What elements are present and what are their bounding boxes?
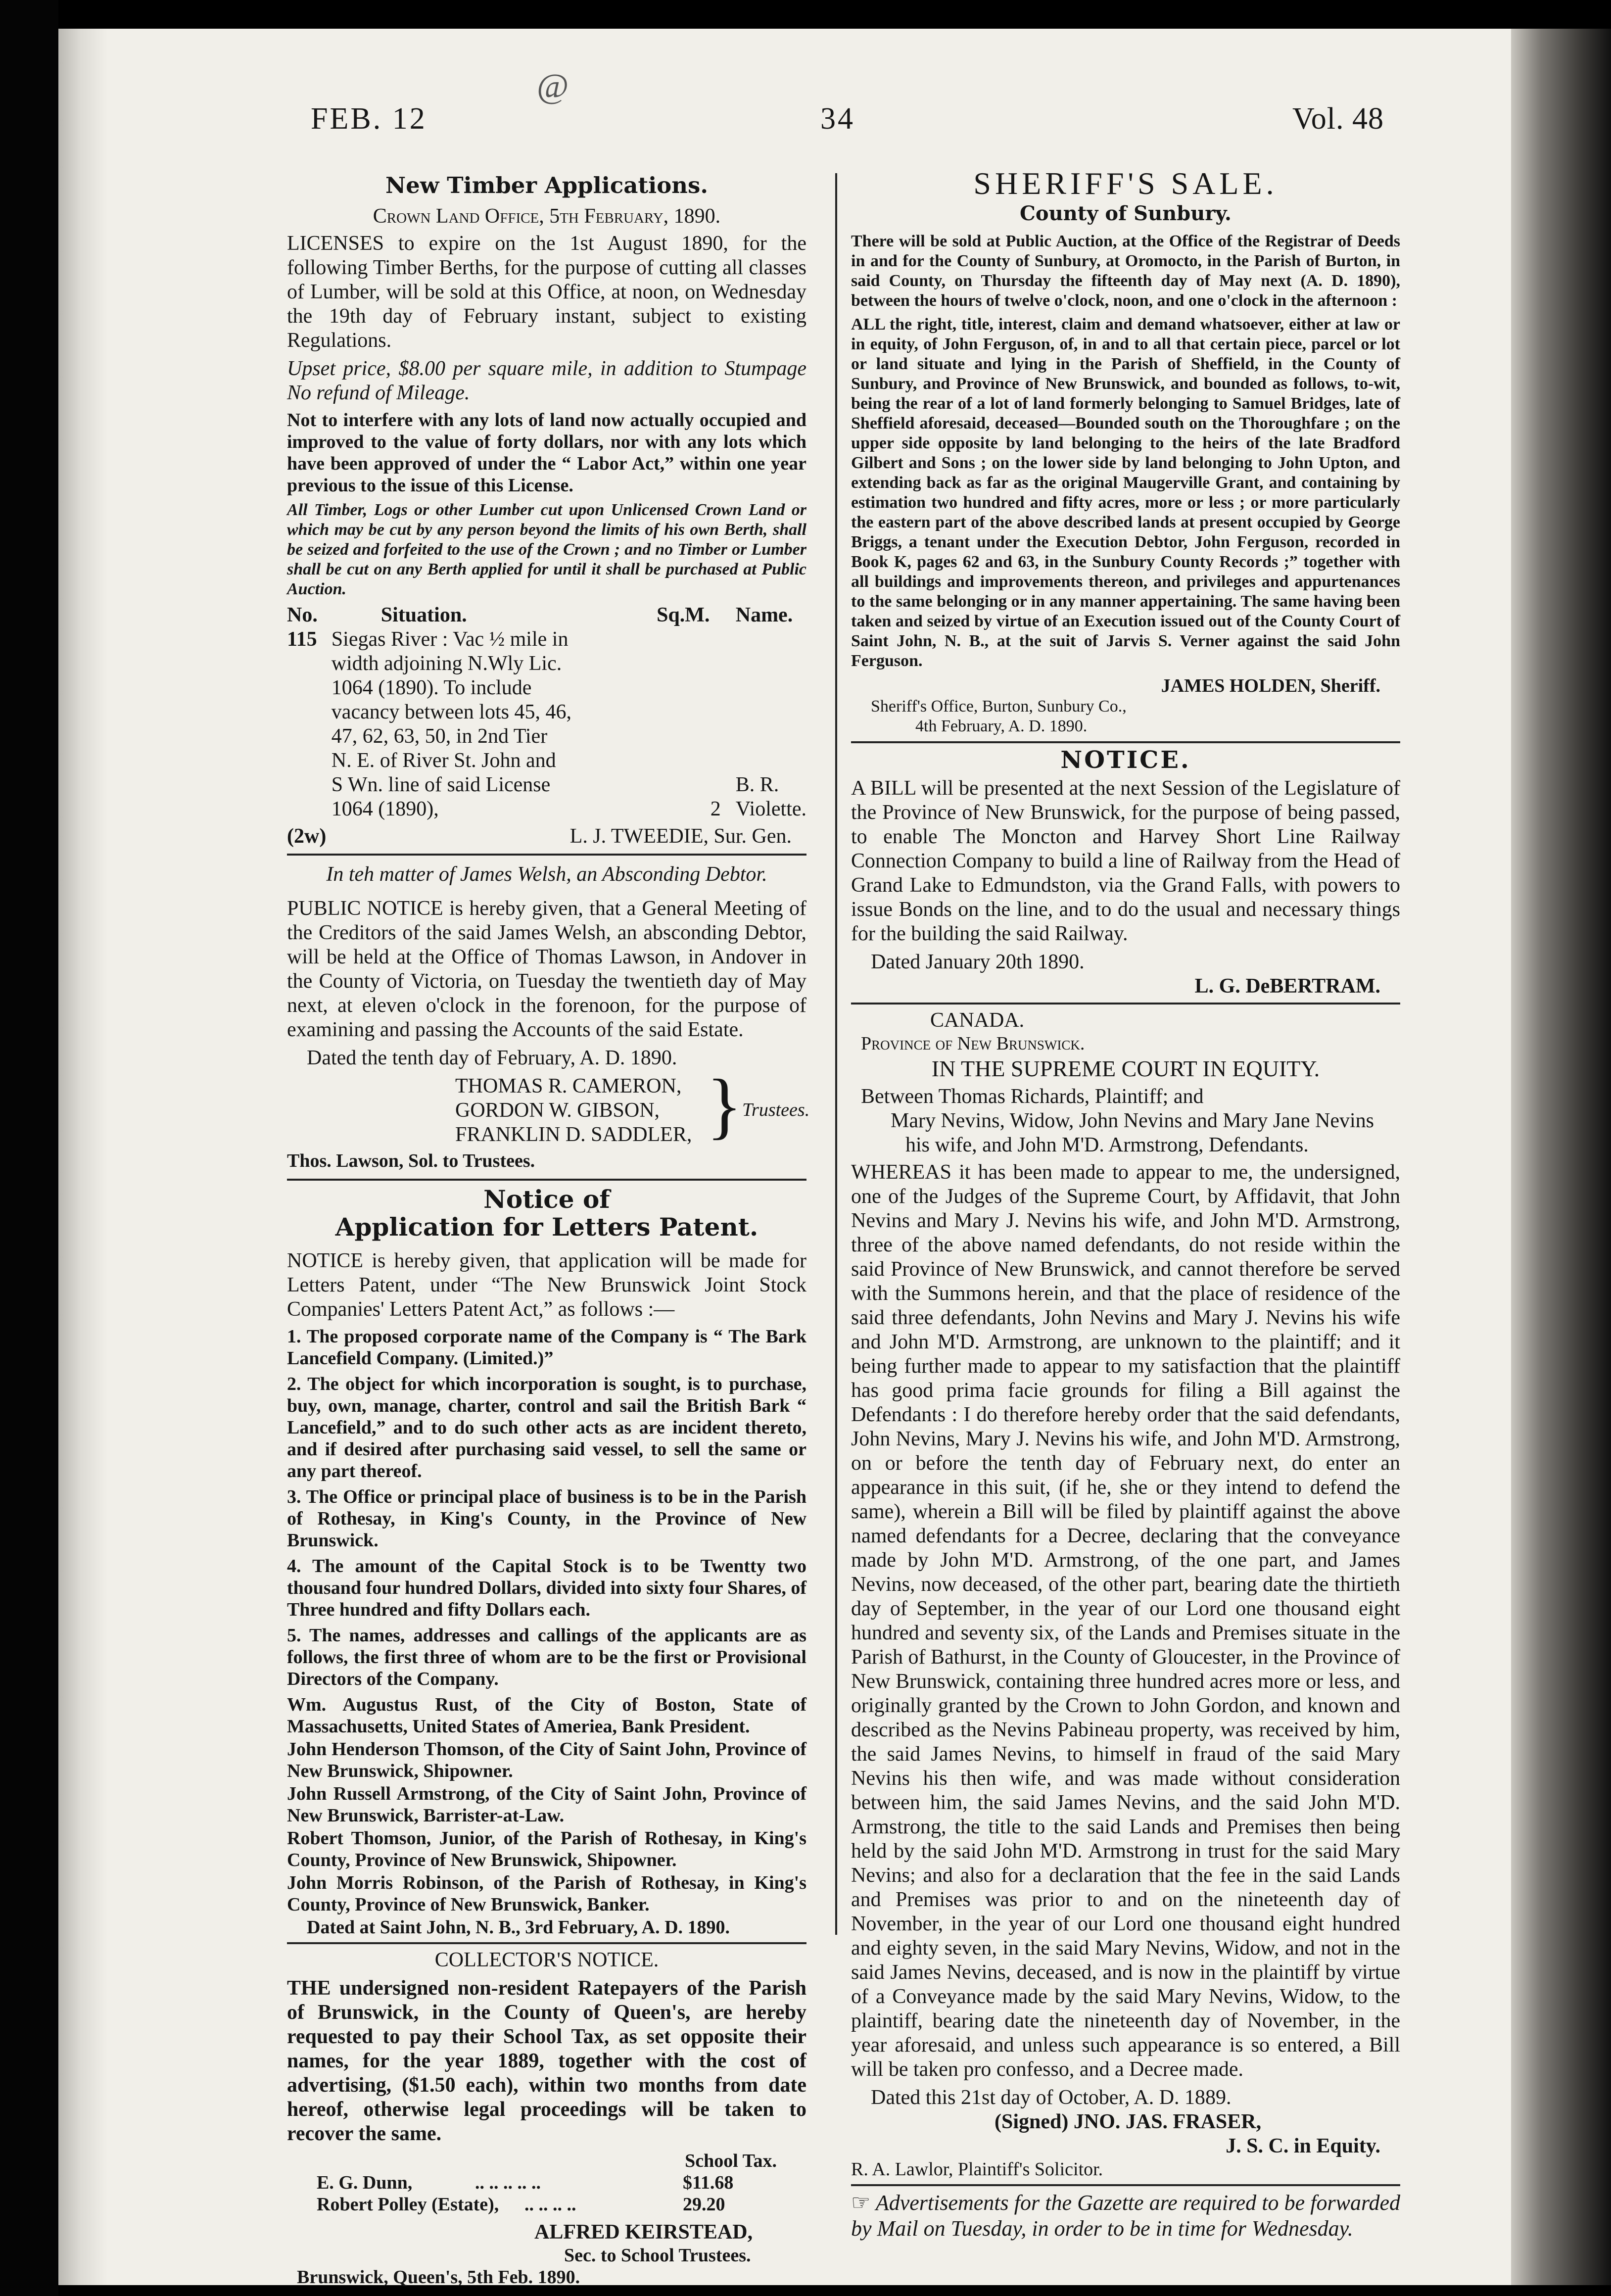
ornament-icon: @	[537, 67, 569, 105]
situation-line: width adjoining N.Wly Lic.	[331, 652, 562, 675]
collector-title: COLLECTOR'S NOTICE.	[434, 1949, 659, 1971]
timber-intro: LICENSES to expire on the 1st August 1890, for the following Timber Berths, for the purpose of cutting all classes of Lumber, will be sold at this Office, at noon, on Wednesday the 19th day of February instant, subject to existing Regulations.	[287, 232, 806, 352]
tax-amount: $11.68	[683, 2172, 734, 2193]
patent-item: 2. The object for which incorporation is sought, is to purchase, buy, own, manage, charter, control and sail the British Bark “ Lancefield,” and to do such other acts as are incident thereto, and if desired after purchasing said vessel, to sell the same or any part thereof.	[287, 1374, 806, 1482]
row-sqm: 2	[710, 798, 721, 820]
taxpayer-name: E. G. Dunn,	[317, 2172, 413, 2193]
right-column	[851, 166, 1400, 2246]
patent-item: 4. The amount of the Capital Stock is to be Twentty two thousand four hundred Dollars, divided into sixty four Shares, of Three hundred and fifty Dollars each.	[287, 1556, 806, 1620]
trustee-name: FRANKLIN D. SADDLER,	[455, 1123, 692, 1146]
trustees-label: Trustees.	[742, 1100, 810, 1120]
table-row	[287, 2194, 806, 2215]
collector-body: THE undersigned non-resident Ratepayers of the Parish of Brunswick, in the County of Queen's, are hereby requested to pay their School Tax, as set opposite their names, for the year 1889, together with the cost of advertising, ($1.50 each), within two months from date hereof, otherwise legal proceedings will be taken to recover the same.	[287, 1977, 806, 2145]
leader-dots: .. .. .. ..	[524, 2194, 576, 2215]
sheriff-intro: There will be sold at Public Auction, at the Office of the Registrar of Deeds in and for the County of Sunbury, at Oromocto, in the Parish of Burton, in said County, on Thursday the fifteenth day of May next (A. D. 1890), between the hours of twelve o'clock, noon, and one o'clock in the afternoon :	[851, 232, 1400, 310]
col-sqm: Sq.M.	[657, 604, 710, 626]
page-number: 34	[820, 102, 855, 136]
volume-number: Vol. 48	[1292, 102, 1384, 136]
row-no: 115	[287, 628, 317, 651]
notice-signer: L. G. DeBERTRAM.	[1194, 975, 1380, 998]
patent-applicant: Robert Thomson, Junior, of the Parish of Rothesay, in King's County, Province of New Brunswick, Shipowner.	[287, 1828, 806, 1870]
col-name: Name.	[735, 604, 793, 626]
patent-applicant: John Henderson Thomson, of the City of Saint John, Province of New Brunswick, Shipowner.	[287, 1739, 806, 1781]
section-rule	[851, 2184, 1400, 2186]
situation-line: 1064 (1890). To include	[331, 676, 532, 699]
section-rule	[287, 1179, 806, 1181]
trustee-name: GORDON W. GIBSON,	[455, 1099, 660, 1122]
notice-title: NOTICE.	[1060, 746, 1191, 774]
sheriff-body: ALL the right, title, interest, claim and demand whatsoever, either at law or in equity, of John Ferguson, of, in and to all that certain piece, parcel or lot or land situate and lying in the Parish of Sheffield, in the County of Sunbury, and Province of New Brunswick, and bounded as follows, to-wit, being the rear of a lot of land formerly belonging to Samuel Bridges, late of Sheffield aforesaid, deceased—Bounded south on the Thoroughfare ; on the upper side opposite by land belonging to the heirs of the late Bradford Gilbert and Sons ; on the lower side by land belonging to John Upton, and extending back as far as the original Maugerville Grant, and containing by estimation two hundred and fifty acres, more or less ; or more particularly the eastern part of the above described lands at present occupied by George Briggs, a tenant under the Execution Debtor, John Ferguson, recorded in Book K, pages 62 and 63, in the Sunbury County Records ;” together with all buildings and improvements thereon, and privileges and appurtenances to the same belonging or in any manner appertaining. The same having been taken and seized by virtue of an Execution issued out of the County Court of Saint John, N. B., at the suit of Jarvis S. Verner against the said John Ferguson.	[851, 315, 1400, 670]
welsh-body: PUBLIC NOTICE is hereby given, that a General Meeting of the Creditors of the said James Welsh, an absconding Debtor, will be held at the Office of Thomas Lawson, in Andover in the County of Victoria, on Tuesday the twentieth day of May next, at eleven o'clock in the forenoon, for the purpose of examining and passing the Accounts of the said Estate.	[287, 897, 806, 1041]
sheriff-county: County of Sunbury.	[1020, 202, 1232, 225]
patent-applicant: Wm. Augustus Rust, of the City of Boston, State of Massachusetts, United States of Ameriea, Bank President.	[287, 1694, 806, 1737]
advert-text: Advertisements for the Gazette are required to be forwarded by Mail on Tuesday, in order to be in time for Wednesday.	[851, 2191, 1400, 2241]
tax-amount: 29.20	[683, 2194, 725, 2215]
patent-item: 5. The names, addresses and callings of the applicants are as follows, the first three of whom are to be the first or Provisional Directors of the Company.	[287, 1625, 806, 1689]
welsh-title: In teh matter of James Welsh, an Absconding Debtor.	[326, 863, 767, 886]
trustees-block	[287, 1064, 810, 1147]
section-rule	[851, 741, 1400, 743]
section-rule	[851, 1003, 1400, 1004]
trustee-name: THOMAS R. CAMERON,	[455, 1075, 682, 1098]
scan-background-top	[0, 0, 1611, 29]
collector-place: Brunswick, Queen's, 5th Feb. 1890.	[297, 2267, 580, 2288]
equity-parties-3: his wife, and John M'D. Armstrong, Defendants.	[905, 1134, 1309, 1156]
timber-condition: Not to interfere with any lots of land now actually occupied and improved to the value of forty dollars, nor with any lots which have been approved of under the “ Labor Act,” within one year previous to the issue of this License.	[287, 410, 806, 496]
row-situation	[332, 627, 657, 821]
timber-table	[287, 603, 806, 821]
sheriff-date: 4th February, A. D. 1890.	[915, 717, 1088, 735]
timber-warning: All Timber, Logs or other Lumber cut upon Unlicensed Crown Land or which may be cut by any person beyond the limits of his own Berth, shall be seized and forfeited to the use of the Crown ; and no Timber or Lumber shall be cut on any Berth applied for until it shall be purchased at Public Auction.	[287, 501, 806, 598]
table-row	[287, 2172, 806, 2194]
patent-intro: NOTICE is hereby given, that application will be made for Letters Patent, under “The New Brunswick Joint Stock Companies' Letters Patent Act,” as follows :—	[287, 1249, 806, 1321]
equity-parties-1: Between Thomas Richards, Plaintiff; and	[861, 1085, 1204, 1108]
patent-title-1: Notice of	[483, 1185, 610, 1214]
sheriff-office: Sheriff's Office, Burton, Sunbury Co.,	[871, 697, 1127, 716]
equity-judge-title: J. S. C. in Equity.	[1226, 2135, 1380, 2157]
situation-line: S Wn. line of said License	[331, 773, 551, 796]
col-situation: Situation.	[380, 604, 467, 626]
equity-canada: CANADA.	[930, 1009, 1025, 1032]
sheriff-title: SHERIFF'S SALE.	[973, 166, 1278, 201]
sheriff-signer: JAMES HOLDEN, Sheriff.	[1161, 675, 1380, 696]
next-page-edge	[1511, 29, 1611, 2285]
column-divider	[835, 173, 837, 1935]
welsh-dated: Dated the tenth day of February, A. D. 1890.	[307, 1047, 677, 1069]
scan-background-left	[0, 0, 58, 2296]
equity-court: IN THE SUPREME COURT IN EQUITY.	[931, 1056, 1320, 1081]
timber-footer	[287, 824, 806, 849]
patent-item: 3. The Office or principal place of business is to be in the Parish of Rothesay, in King's County, in the Province of New Brunswick.	[287, 1486, 806, 1551]
notice-dated: Dated January 20th 1890.	[871, 951, 1085, 973]
situation-line: vacancy between lots 45, 46,	[331, 701, 571, 723]
section-rule	[287, 854, 806, 856]
section-rule	[287, 1942, 806, 1944]
timber-footer-left: (2w)	[287, 825, 327, 848]
patent-title-2: Application for Letters Patent.	[335, 1212, 758, 1242]
row-name: B. R. Violette.	[735, 773, 807, 820]
equity-signed: (Signed) JNO. JAS. FRASER,	[995, 2110, 1262, 2133]
equity-province: Province of New Brunswick.	[861, 1033, 1085, 1054]
equity-body: WHEREAS it has been made to appear to me, the undersigned, one of the Judges of the Supreme Court, by Affidavit, that John Nevins and Mary J. Nevins his wife, and John M'D. Armstrong, three of the above named defendants, do not reside within the said Province of New Brunswick, and cannot therefore be served with the Summons herein, and that the place of residence of the said three defendants, John Nevins and Mary J. Nevins his wife and John M'D. Armstrong, are unknown to the plaintiff; and it being further made to appear to my satisfaction that the plaintiff has good prima facie grounds for filing a Bill against the Defendants : I do therefore hereby order that the said defendants, John Nevins, Mary J. Nevins his wife, and John M'D. Armstrong, on or before the tenth day of February next, do enter an appearance in this suit, (if he, she or they intend to defend the same), wherein a Bill will be filed by plaintiff against the above named defendants for a Decree, declaring that the conveyance made by John M'D. Armstrong, of the one part, and James Nevins, now deceased, of the other part, bearing date the thirtieth day of September, in the year of our Lord one thousand eight hundred and seventy six, of the Lands and Premises situate in the Parish of Bathurst, in the County of Gloucester, in the Province of New Brunswick, containing three hundred acres more or less, and originally granted by the Crown to John Gordon, and known and described as the Nevins Pabineau property, was received by him, the said James Nevins, to himself in fraud of the said Mary Nevins his then wife, and was made without consideration between him, the said James Nevins, and the said John M'D. Armstrong, the title to the said Lands and Premises then being held by the said John M'D. Armstrong in trust for the said Mary Nevins; and also for a declaration that the fee in the said Lands and Premises was prior to and on the nineteenth day of November, in the year of our Lord one thousand eight hundred and eighty seven, in the said Mary Nevins, Widow, and not in the said James Nevins, deceased, and is now in the plaintiff by virtue of a Conveyance made by the said Mary Nevins, Widow, to the plaintiff, bearing date the nineteenth day of November, in the year aforesaid, and unless such appearance is so entered, a Bill will be taken pro confesso, and a Decree made.	[851, 1161, 1400, 2081]
collector-signer: ALFRED KEIRSTEAD,	[534, 2221, 753, 2244]
brace-icon: }	[707, 1064, 742, 1147]
table-row	[287, 627, 806, 821]
timber-office: Crown Land Office, 5th February, 1890.	[373, 205, 721, 228]
advert-note	[851, 2190, 1400, 2242]
collector-signer-title: Sec. to School Trustees.	[564, 2245, 751, 2266]
timber-upset-price: Upset price, $8.00 per square mile, in addition to Stumpage No refund of Mileage.	[287, 357, 806, 404]
situation-line: 47, 62, 63, 50, in 2nd Tier	[331, 725, 548, 748]
situation-line: N. E. of River St. John and	[331, 749, 556, 772]
leader-dots: .. .. .. .. ..	[475, 2172, 541, 2193]
patent-dated: Dated at Saint John, N. B., 3rd February, A. D. 1890.	[307, 1917, 730, 1938]
welsh-solicitor: Thos. Lawson, Sol. to Trustees.	[287, 1150, 535, 1171]
header-date: FEB. 12	[311, 102, 427, 136]
patent-item: 1. The proposed corporate name of the Company is “ The Bark Lancefield Company. (Limited.)”	[287, 1326, 806, 1369]
situation-line: Siegas River : Vac ½ mile in	[331, 628, 569, 651]
patent-applicant: John Russell Armstrong, of the City of Saint John, Province of New Brunswick, Barrister-at-Law.	[287, 1783, 806, 1826]
col-no: No.	[287, 604, 318, 626]
timber-title: New Timber Applications.	[385, 172, 709, 198]
timber-signer: L. J. TWEEDIE, Sur. Gen.	[569, 825, 792, 848]
pointing-hand-icon: ☞	[851, 2191, 871, 2215]
equity-solicitor: R. A. Lawlor, Plaintiff's Solicitor.	[851, 2159, 1103, 2180]
page-binding-shadow	[58, 29, 108, 2285]
equity-parties-2: Mary Nevins, Widow, John Nevins and Mary Jane Nevins	[891, 1109, 1374, 1132]
notice-body: A BILL will be presented at the next Session of the Legislature of the Province of New Brunswick, for the purpose of being passed, to enable The Moncton and Harvey Short Line Railway Connection Company to build a line of Railway from the Head of Grand Lake to Edmundston, via the Grand Falls, with powers to issue Bonds on the line, and to do the usual and necessary things for the building the said Railway.	[851, 777, 1400, 945]
patent-applicant: John Morris Robinson, of the Parish of Rothesay, in King's County, Province of New Brunswick, Banker.	[287, 1872, 806, 1915]
equity-dated: Dated this 21st day of October, A. D. 1889.	[871, 2086, 1232, 2109]
collector-column: School Tax.	[685, 2151, 777, 2171]
timber-table-header	[287, 603, 806, 627]
left-column	[287, 172, 810, 2288]
situation-line: 1064 (1890),	[331, 798, 439, 820]
taxpayer-name: Robert Polley (Estate),	[317, 2194, 499, 2215]
